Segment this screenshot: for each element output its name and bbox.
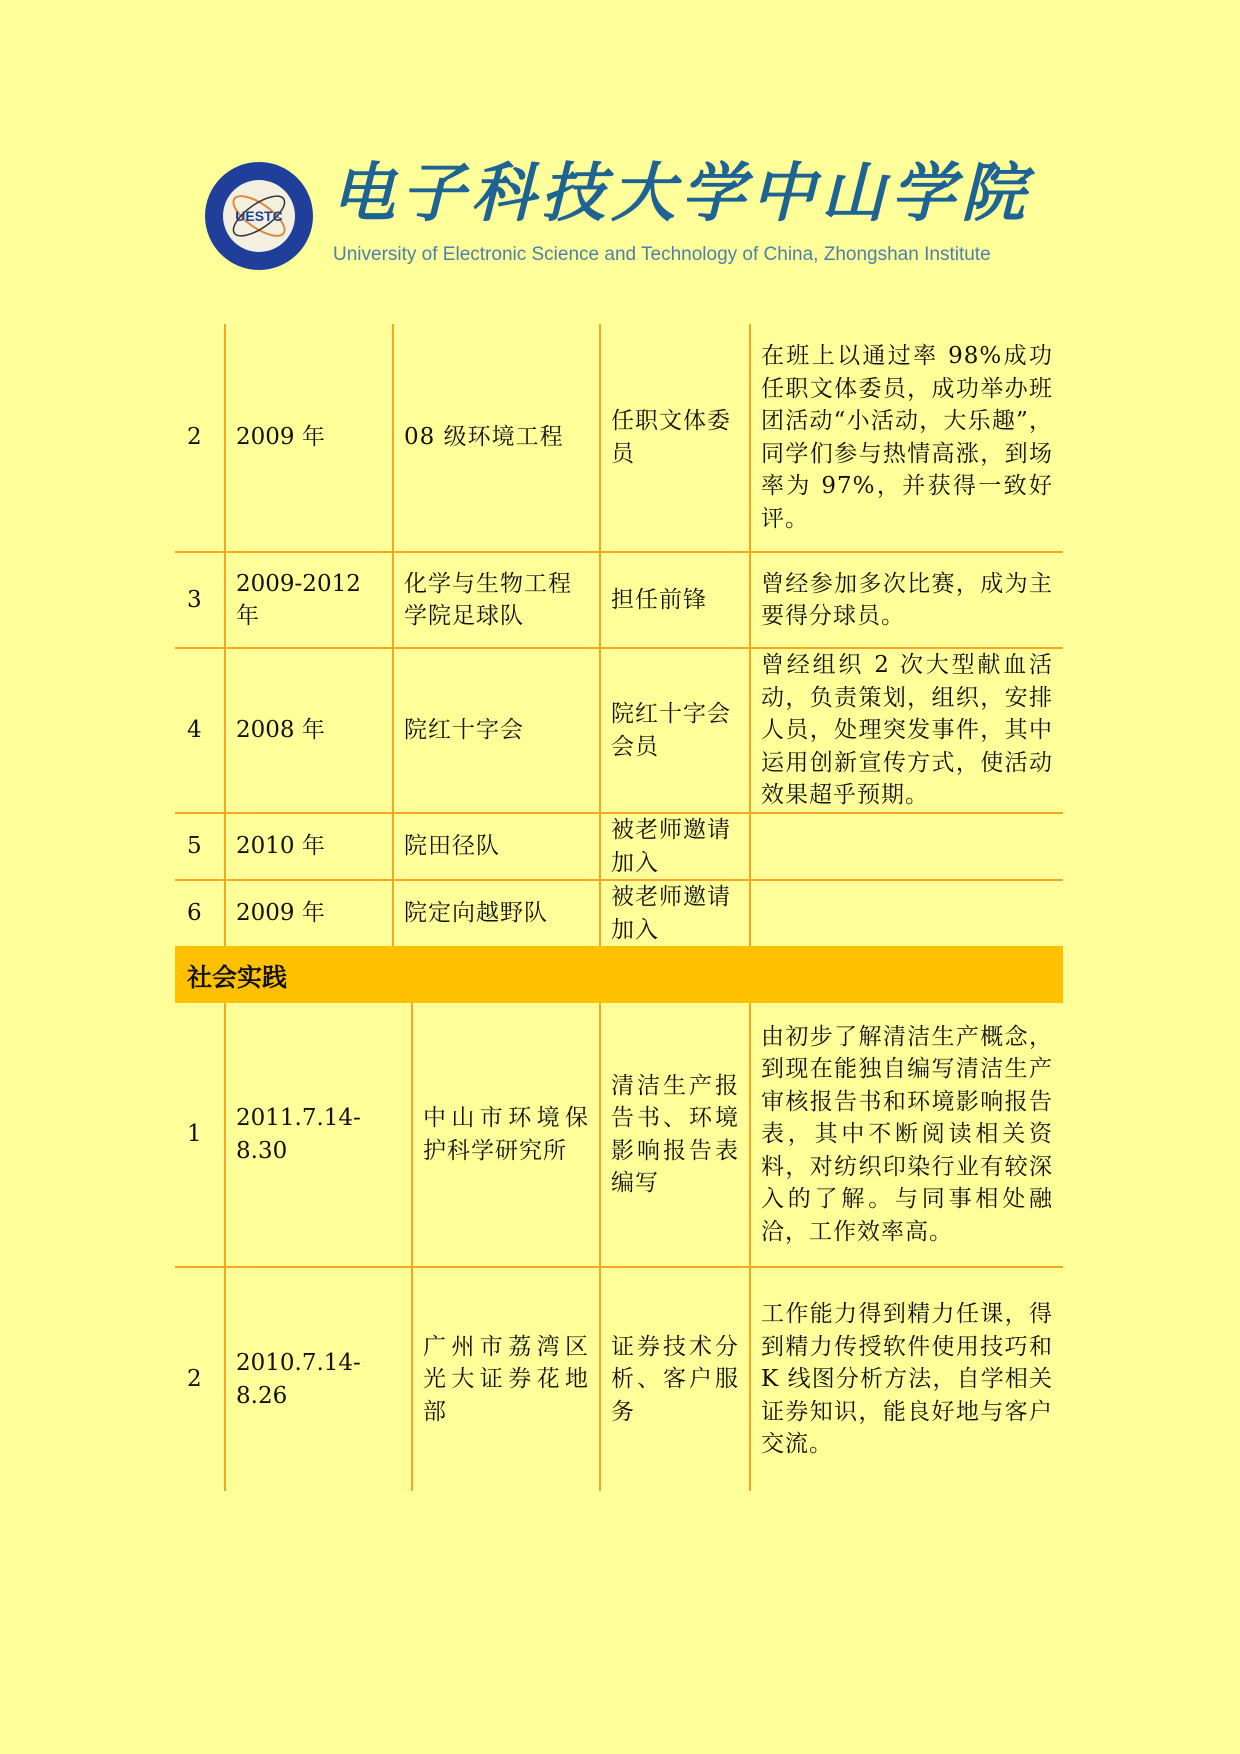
university-logo <box>203 156 1043 272</box>
row-time: 2009-2012 年 <box>225 552 393 648</box>
table-row <box>175 324 1063 552</box>
row-time: 2010.7.14-8.26 <box>225 1267 412 1491</box>
row-time: 2008 年 <box>225 648 393 813</box>
row-description <box>750 880 1063 946</box>
row-organization: 化学与生物工程学院足球队 <box>393 552 600 648</box>
section-title: 社会实践 <box>187 963 288 992</box>
row-role: 被老师邀请加入 <box>600 880 750 946</box>
row-role: 被老师邀请加入 <box>600 813 750 880</box>
row-number: 1 <box>187 1121 202 1148</box>
table-row <box>175 880 1063 946</box>
row-role: 院红十字会会员 <box>600 648 750 813</box>
logo-chinese-name: 电子科技大学中山学院 <box>331 156 1031 231</box>
table-row <box>175 648 1063 813</box>
row-description: 在班上以通过率 98%成功任职文体委员，成功举办班团活动“小活动，大乐趣”，同学们参与热情高涨，到场率为 97%，并获得一致好评。 <box>750 324 1063 552</box>
row-role: 证券技术分析、客户服务 <box>600 1267 750 1491</box>
row-description: 曾经参加多次比赛，成为主要得分球员。 <box>750 552 1063 648</box>
table-row <box>175 1267 1063 1491</box>
row-organization: 院田径队 <box>393 813 600 880</box>
row-organization: 院定向越野队 <box>393 880 600 946</box>
logo-english-name: University of Electronic Science and Technology of China, Zhongshan Institute <box>333 244 991 265</box>
practice-table <box>175 1003 1063 1491</box>
row-description <box>750 813 1063 880</box>
row-number: 3 <box>175 552 225 648</box>
emblem-text: UESTC <box>235 208 283 224</box>
row-role: 任职文体委员 <box>600 324 750 552</box>
row-time: 2010 年 <box>225 813 393 880</box>
row-organization: 广州市荔湾区光大证券花地部 <box>412 1267 600 1491</box>
row-number: 2 <box>187 424 202 451</box>
row-number: 4 <box>175 648 225 813</box>
row-organization: 院红十字会 <box>393 648 600 813</box>
table-row <box>175 1003 1063 1267</box>
row-description: 工作能力得到精力任课，得到精力传授软件使用技巧和 K 线图分析方法，自学相关证券知识，能良好地与客户交流。 <box>750 1267 1063 1491</box>
row-description: 曾经组织 2 次大型献血活动，负责策划，组织，安排人员，处理突发事件，其中运用创新宣传方式，使活动效果超乎预期。 <box>750 648 1063 813</box>
row-organization: 08 级环境工程 <box>393 324 600 552</box>
row-number: 2 <box>175 1267 225 1491</box>
table-row <box>175 813 1063 880</box>
row-description: 由初步了解清洁生产概念，到现在能独自编写清洁生产审核报告书和环境影响报告表，其中不断阅读相关资料，对纺织印染行业有较深入的了解。与同事相处融洽，工作效率高。 <box>750 1003 1063 1267</box>
row-role: 清洁生产报告书、环境影响报告表编写 <box>600 1003 750 1267</box>
university-emblem-icon <box>203 160 315 272</box>
row-time: 2009 年 <box>225 324 393 552</box>
row-number: 5 <box>175 813 225 880</box>
section-header <box>175 946 1063 1003</box>
row-role: 担任前锋 <box>600 552 750 648</box>
activities-table <box>175 324 1063 946</box>
table-row <box>175 552 1063 648</box>
row-time: 2011.7.14-8.30 <box>225 1003 412 1267</box>
row-organization: 中山市环境保护科学研究所 <box>412 1003 600 1267</box>
row-time: 2009 年 <box>225 880 393 946</box>
row-number: 6 <box>175 880 225 946</box>
